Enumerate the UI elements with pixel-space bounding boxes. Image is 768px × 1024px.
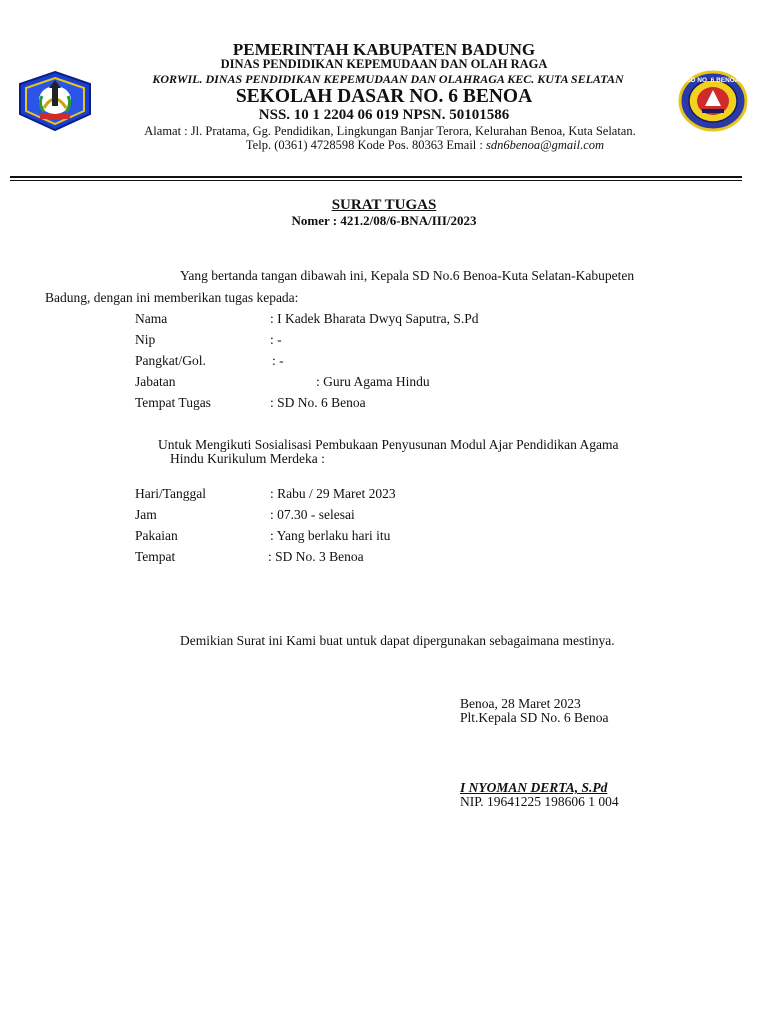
purpose-line-2: Hindu Kurikulum Merdeka : — [170, 451, 325, 466]
school-name: SEKOLAH DASAR NO. 6 BENOA — [235, 86, 533, 107]
school-address: Alamat : Jl. Pratama, Gg. Pendidikan, Lingkungan Banjar Terora, Kelurahan Benoa, Kuta Selatan. — [144, 124, 636, 138]
nama-value: : I Kadek Bharata Dwyq Saputra, S.Pd — [270, 311, 479, 326]
intro-line-2: Badung, dengan ini memberikan tugas kepada: — [45, 290, 299, 305]
signature-name: I NYOMAN DERTA, S.Pd — [460, 780, 608, 795]
tempat-tugas-label: Tempat Tugas — [135, 395, 211, 410]
signature-nip: NIP. 19641225 198606 1 004 — [460, 794, 619, 809]
nip-label: Nip — [135, 332, 156, 347]
seal-text: SD NO. 6 BENOA — [686, 77, 740, 84]
jabatan-label: Jabatan — [135, 374, 176, 389]
header-government: PEMERINTAH KABUPATEN BADUNG — [232, 40, 536, 59]
school-nss-npsn: NSS. 10 1 2204 06 019 NPSN. 50101586 — [258, 107, 510, 123]
contact-email: sdn6benoa@gmail.com — [485, 138, 605, 152]
school-contact — [60, 138, 768, 153]
letter-title: SURAT TUGAS — [331, 197, 437, 213]
contact-phone: Telp. (0361) 4728598 Kode Pos. 80363 Email : — [245, 138, 486, 152]
jabatan-value: : Guru Agama Hindu — [316, 374, 430, 389]
pakaian-label: Pakaian — [135, 528, 178, 543]
hari-label: Hari/Tanggal — [135, 486, 207, 501]
nip-value: : - — [270, 332, 282, 347]
tempat-value: : SD No. 3 Benoa — [268, 549, 364, 564]
intro-line-1: Yang bertanda tangan dibawah ini, Kepala SD No.6 Benoa-Kuta Selatan-Kabupeten — [180, 268, 635, 283]
jam-label: Jam — [135, 507, 157, 522]
letter-number: Nomer : 421.2/08/6-BNA/III/2023 — [291, 213, 477, 228]
header-korwil: KORWIL. DINAS PENDIDIKAN KEPEMUDAAN DAN OLAHRAGA KEC. KUTA SELATAN — [152, 72, 624, 86]
pangkat-label: Pangkat/Gol. — [135, 353, 206, 368]
hari-value: : Rabu / 29 Maret 2023 — [270, 486, 396, 501]
nama-label: Nama — [135, 311, 168, 326]
letterhead-rule-thin — [10, 180, 742, 181]
header-department: DINAS PENDIDIKAN KEPEMUDAAN DAN OLAH RAGA — [220, 57, 548, 71]
pangkat-value: : - — [272, 353, 284, 368]
signature-position: Plt.Kepala SD No. 6 Benoa — [460, 710, 609, 725]
letterhead-rule-thick — [10, 176, 742, 178]
pakaian-value: : Yang berlaku hari itu — [270, 528, 391, 543]
purpose-line-1: Untuk Mengikuti Sosialisasi Pembukaan Penyusunan Modul Ajar Pendidikan Agama — [158, 437, 619, 452]
tempat-label: Tempat — [135, 549, 176, 564]
jam-value: : 07.30 - selesai — [270, 507, 355, 522]
signature-place-date: Benoa, 28 Maret 2023 — [460, 696, 581, 711]
closing-statement: Demikian Surat ini Kami buat untuk dapat dipergunakan sebagaimana mestinya. — [180, 633, 615, 648]
tempat-tugas-value: : SD No. 6 Benoa — [270, 395, 366, 410]
